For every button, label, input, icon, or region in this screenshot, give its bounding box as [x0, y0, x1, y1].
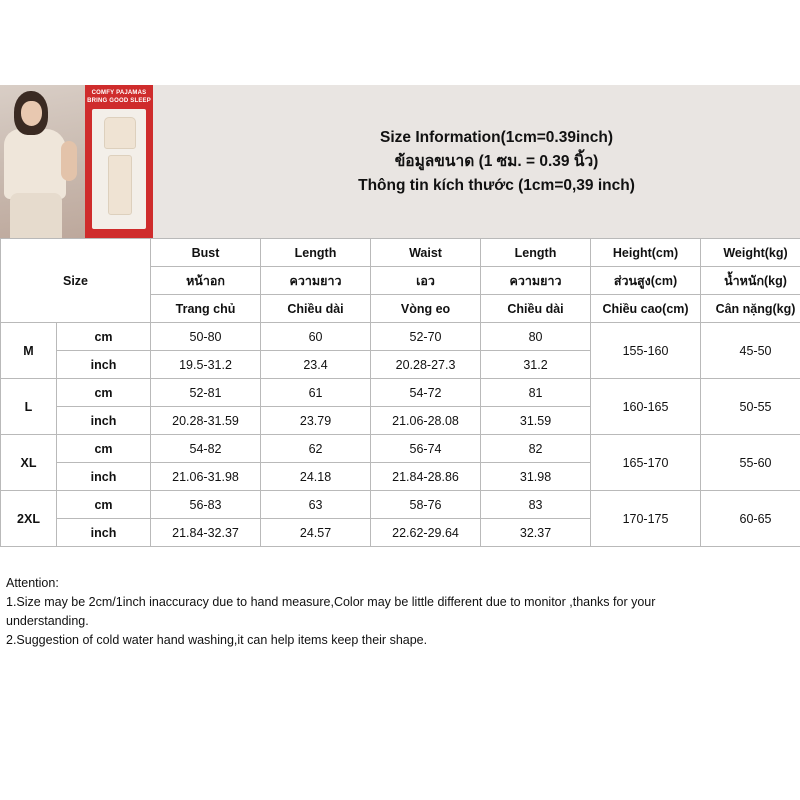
- cell-weight-xl: 55-60: [701, 435, 800, 491]
- product-photo-card: [92, 109, 146, 229]
- product-flatlay-photo: [85, 85, 153, 238]
- attention-title: Attention:: [6, 576, 59, 590]
- banner-title-th: ข้อมูลขนาด (1 ซม. = 0.39 นิ้ว): [394, 152, 599, 170]
- cell-length2-inch-2xl: 32.37: [481, 519, 591, 547]
- cell-length2-cm-xl: 82: [481, 435, 591, 463]
- row-size-label-2xl: 2XL: [1, 491, 57, 547]
- cell-bust-inch-2xl: 21.84-32.37: [151, 519, 261, 547]
- cell-weight-l: 50-55: [701, 379, 800, 435]
- pajama-top-illustration: [104, 117, 136, 149]
- header-bust-en: Bust: [151, 239, 261, 267]
- cell-height-xl: 165-170: [591, 435, 701, 491]
- header-weight-vi: Cân nặng(kg): [701, 295, 800, 323]
- table-row: [1, 491, 800, 519]
- header-banner: [0, 85, 800, 238]
- cell-length1-inch-2xl: 24.57: [261, 519, 371, 547]
- cell-length1-inch-xl: 24.18: [261, 463, 371, 491]
- header-bust-th: หน้าอก: [151, 267, 261, 295]
- cell-bust-inch-l: 20.28-31.59: [151, 407, 261, 435]
- cell-weight-2xl: 60-65: [701, 491, 800, 547]
- table-row: [1, 379, 800, 407]
- header-length2-en: Length: [481, 239, 591, 267]
- cell-height-l: 160-165: [591, 379, 701, 435]
- header-length2-th: ความยาว: [481, 267, 591, 295]
- header-length2-vi: Chiều dài: [481, 295, 591, 323]
- cell-bust-inch-xl: 21.06-31.98: [151, 463, 261, 491]
- attention-line-1-cont: understanding.: [6, 614, 89, 628]
- top-whitespace: [0, 0, 800, 85]
- product-photo-caption: COMFY PAJAMAS BRING GOOD SLEEP: [87, 90, 151, 104]
- cell-waist-inch-m: 20.28-27.3: [371, 351, 481, 379]
- row-unit-inch-xl: inch: [57, 463, 151, 491]
- cell-length2-cm-m: 80: [481, 323, 591, 351]
- cell-length2-inch-l: 31.59: [481, 407, 591, 435]
- header-weight-en: Weight(kg): [701, 239, 800, 267]
- cell-waist-cm-l: 54-72: [371, 379, 481, 407]
- cell-waist-cm-m: 52-70: [371, 323, 481, 351]
- attention-block: [0, 570, 800, 650]
- header-height-th: ส่วนสูง(cm): [591, 267, 701, 295]
- cell-length1-inch-l: 23.79: [261, 407, 371, 435]
- header-bust-vi: Trang chủ: [151, 295, 261, 323]
- cell-height-m: 155-160: [591, 323, 701, 379]
- cell-waist-cm-xl: 56-74: [371, 435, 481, 463]
- cell-bust-cm-xl: 54-82: [151, 435, 261, 463]
- row-unit-inch-m: inch: [57, 351, 151, 379]
- cell-length1-cm-m: 60: [261, 323, 371, 351]
- cell-height-2xl: 170-175: [591, 491, 701, 547]
- bottom-whitespace: [0, 660, 800, 800]
- cell-length1-inch-m: 23.4: [261, 351, 371, 379]
- banner-title-block: [153, 85, 800, 238]
- row-unit-inch-l: inch: [57, 407, 151, 435]
- cell-bust-inch-m: 19.5-31.2: [151, 351, 261, 379]
- model-top: [4, 129, 66, 199]
- banner-title-en: Size Information(1cm=0.39inch): [380, 128, 613, 146]
- attention-line-2: 2.Suggestion of cold water hand washing,it can help items keep their shape.: [6, 633, 428, 647]
- table-row: [1, 323, 800, 351]
- model-pants: [10, 193, 62, 238]
- cell-length1-cm-2xl: 63: [261, 491, 371, 519]
- header-weight-th: น้ำหนัก(kg): [701, 267, 800, 295]
- header-length1-th: ความยาว: [261, 267, 371, 295]
- row-size-label-l: L: [1, 379, 57, 435]
- header-waist-en: Waist: [371, 239, 481, 267]
- header-length1-en: Length: [261, 239, 371, 267]
- header-length1-vi: Chiều dài: [261, 295, 371, 323]
- row-unit-cm-xl: cm: [57, 435, 151, 463]
- cell-weight-m: 45-50: [701, 323, 800, 379]
- cell-waist-inch-l: 21.06-28.08: [371, 407, 481, 435]
- cell-length2-inch-m: 31.2: [481, 351, 591, 379]
- cell-length2-cm-l: 81: [481, 379, 591, 407]
- row-unit-cm-l: cm: [57, 379, 151, 407]
- cell-bust-cm-m: 50-80: [151, 323, 261, 351]
- model-face: [21, 101, 42, 126]
- pajama-pants-illustration: [108, 155, 132, 215]
- size-word-cell: Size: [1, 239, 151, 323]
- cell-length1-cm-l: 61: [261, 379, 371, 407]
- row-unit-cm-2xl: cm: [57, 491, 151, 519]
- header-waist-vi: Vòng eo: [371, 295, 481, 323]
- row-size-label-xl: XL: [1, 435, 57, 491]
- cell-bust-cm-2xl: 56-83: [151, 491, 261, 519]
- header-waist-th: เอว: [371, 267, 481, 295]
- table-row: [1, 435, 800, 463]
- size-table: [0, 238, 800, 547]
- row-size-label-m: M: [1, 323, 57, 379]
- header-height-en: Height(cm): [591, 239, 701, 267]
- model-photo: [0, 85, 85, 238]
- cell-length1-cm-xl: 62: [261, 435, 371, 463]
- row-unit-cm-m: cm: [57, 323, 151, 351]
- cell-length2-inch-xl: 31.98: [481, 463, 591, 491]
- row-unit-inch-2xl: inch: [57, 519, 151, 547]
- model-arm: [61, 141, 77, 181]
- cell-bust-cm-l: 52-81: [151, 379, 261, 407]
- cell-waist-cm-2xl: 58-76: [371, 491, 481, 519]
- cell-waist-inch-xl: 21.84-28.86: [371, 463, 481, 491]
- banner-title-vi: Thông tin kích thước (1cm=0,39 inch): [358, 176, 635, 194]
- header-height-vi: Chiều cao(cm): [591, 295, 701, 323]
- attention-line-1: 1.Size may be 2cm/1inch inaccuracy due to hand measure,Color may be little different due to monitor ,thanks for your: [6, 595, 656, 609]
- cell-length2-cm-2xl: 83: [481, 491, 591, 519]
- table-header-row-en: [1, 239, 800, 267]
- cell-waist-inch-2xl: 22.62-29.64: [371, 519, 481, 547]
